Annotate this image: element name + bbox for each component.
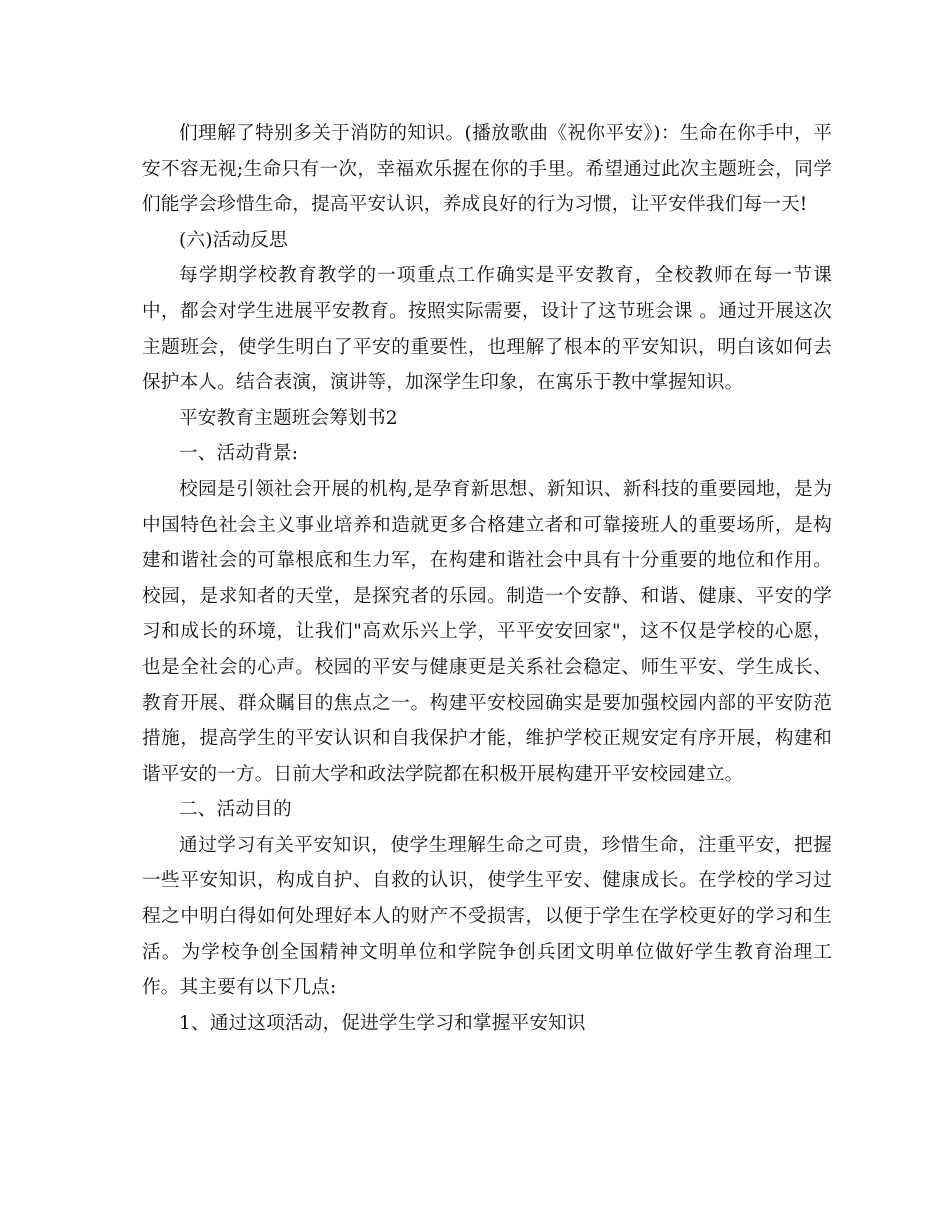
paragraph-purpose: 通过学习有关平安知识，使学生理解生命之可贵，珍惜生命，注重平安，把握一些平安知识，构成自护、自救的认识，使学生平安、健康成长。在学校的学习过程之中明白得如何处理好本人的财产不受损害，以便于学生在学校更好的学习和生活。为学校争创全国精神文明单位和学院争创兵团文明单位做好学生教育治理工作。其主要有以下几点: xyxy=(142,834,832,999)
document-subtitle: 平安教育主题班会筹划书2 xyxy=(179,407,398,429)
paragraph-reflection: 每学期学校教育教学的一项重点工作确实是平安教育，全校教师在每一节课中，都会对学生进展平安教育。按照实际需要，设计了这节班会课 。通过开展这次主题班会，使学生明白了平安的重要性，也理解了根本的平安知识，明白该如何去保护本人。结合表演，演讲等，加深学生印象，在寓乐于教中掌握知识。 xyxy=(142,265,832,394)
paragraph-background: 校园是引领社会开展的机构,是孕育新思想、新知识、新科技的重要园地，是为中国特色社会主义事业培养和造就更多合格建立者和可靠接班人的重要场所，是构建和谐社会的可靠根底和生力军，在构建和谐社会中具有十分重要的地位和作用。校园，是求知者的天堂，是探究者的乐园。制造一个安静、和谐、健康、平安的学习和成长的环境，让我们"高欢乐兴上学，平平安安回家"，这不仅是学校的心愿，也是全社会的心声。校园的平安与健康更是关系社会稳定、师生平安、学生成长、教育开展、群众瞩目的焦点之一。构建平安校园确实是要加强校园内部的平安防范措施，提高学生的平安认识和自我保护才能，维护学校正规安定有序开展，构建和谐平安的一方。日前大学和政法学院都在积极开展构建开平安校园建立。 xyxy=(142,478,832,785)
document-body xyxy=(142,116,832,1041)
section-heading-background: 一、活动背景: xyxy=(179,443,299,465)
paragraph-continuation: 们理解了特别多关于消防的知识。(播放歌曲《祝你平安》)：生命在你手中，平安不容无视;生命只有一次，幸福欢乐握在你的手里。希望通过此次主题班会，同学们能学会珍惜生命，提高平安认识，养成良好的行为习惯，让平安伴我们每一天! xyxy=(142,123,832,216)
section-heading-reflection: (六)活动反思 xyxy=(179,229,288,251)
section-heading-purpose: 二、活动目的 xyxy=(179,799,292,821)
list-item-1: 1、通过这项活动，促进学生学习和掌握平安知识 xyxy=(179,1012,586,1034)
